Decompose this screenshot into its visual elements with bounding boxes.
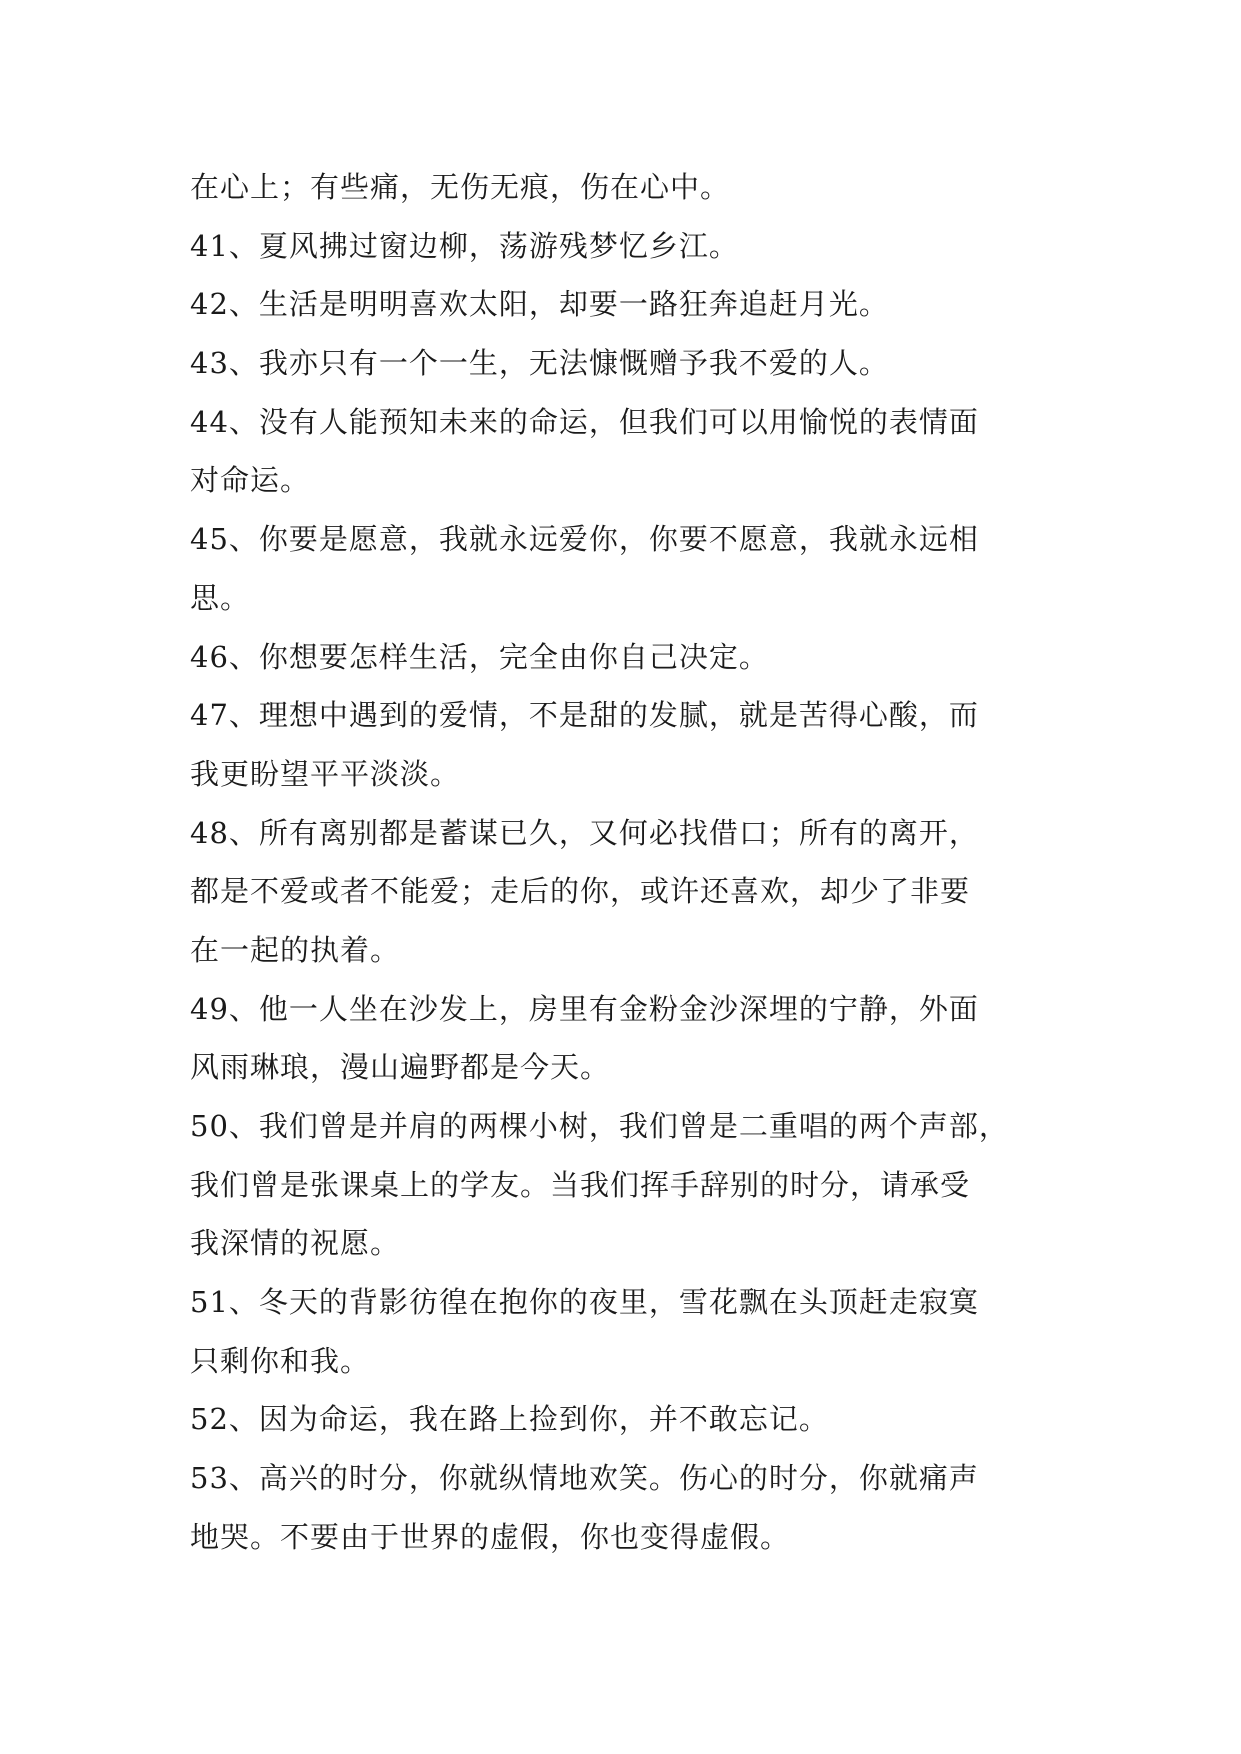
text-line: 我深情的祝愿。 [190, 1226, 401, 1261]
text-line: 风雨琳琅，漫山遍野都是今天。 [190, 1050, 611, 1085]
text-line: 52、因为命运，我在路上捡到你，并不敢忘记。 [190, 1402, 829, 1437]
text-line: 思。 [190, 580, 251, 615]
text-line: 46、你想要怎样生活，完全由你自己决定。 [190, 639, 769, 674]
text-line: 42、生活是明明喜欢太阳，却要一路狂奔追赶月光。 [190, 287, 889, 322]
text-line: 都是不爱或者不能爱；走后的你，或许还喜欢，却少了非要 [190, 874, 971, 909]
text-line: 地哭。不要由于世界的虚假，你也变得虚假。 [190, 1519, 791, 1554]
text-line: 51、冬天的背影彷徨在抱你的夜里，雪花飘在头顶赶走寂寞 [190, 1285, 979, 1320]
text-line: 在一起的执着。 [190, 932, 401, 967]
text-line: 43、我亦只有一个一生，无法慷慨赠予我不爱的人。 [190, 346, 889, 381]
text-line: 49、他一人坐在沙发上，房里有金粉金沙深埋的宁静，外面 [190, 991, 979, 1026]
document-body [190, 158, 1070, 1567]
text-line: 在心上；有些痛，无伤无痕，伤在心中。 [190, 170, 731, 204]
text-line: 47、理想中遇到的爱情，不是甜的发腻，就是苦得心酸，而 [190, 698, 979, 733]
text-line: 41、夏风拂过窗边柳，荡游残梦忆乡江。 [190, 228, 739, 263]
text-line: 对命运。 [190, 463, 311, 498]
text-line: 53、高兴的时分，你就纵情地欢笑。伤心的时分，你就痛声 [190, 1461, 979, 1496]
text-line: 我们曾是张课桌上的学友。当我们挥手辞别的时分，请承受 [190, 1167, 971, 1202]
text-line: 48、所有离别都是蓄谋已久，又何必找借口；所有的离开， [190, 815, 979, 850]
text-line: 44、没有人能预知未来的命运，但我们可以用愉悦的表情面 [190, 404, 979, 439]
text-line: 50、我们曾是并肩的两棵小树，我们曾是二重唱的两个声部， [190, 1109, 1009, 1143]
text-line: 45、你要是愿意，我就永远爱你，你要不愿意，我就永远相 [190, 522, 979, 557]
text-line: 只剩你和我。 [190, 1343, 371, 1378]
text-line: 我更盼望平平淡淡。 [190, 756, 461, 791]
